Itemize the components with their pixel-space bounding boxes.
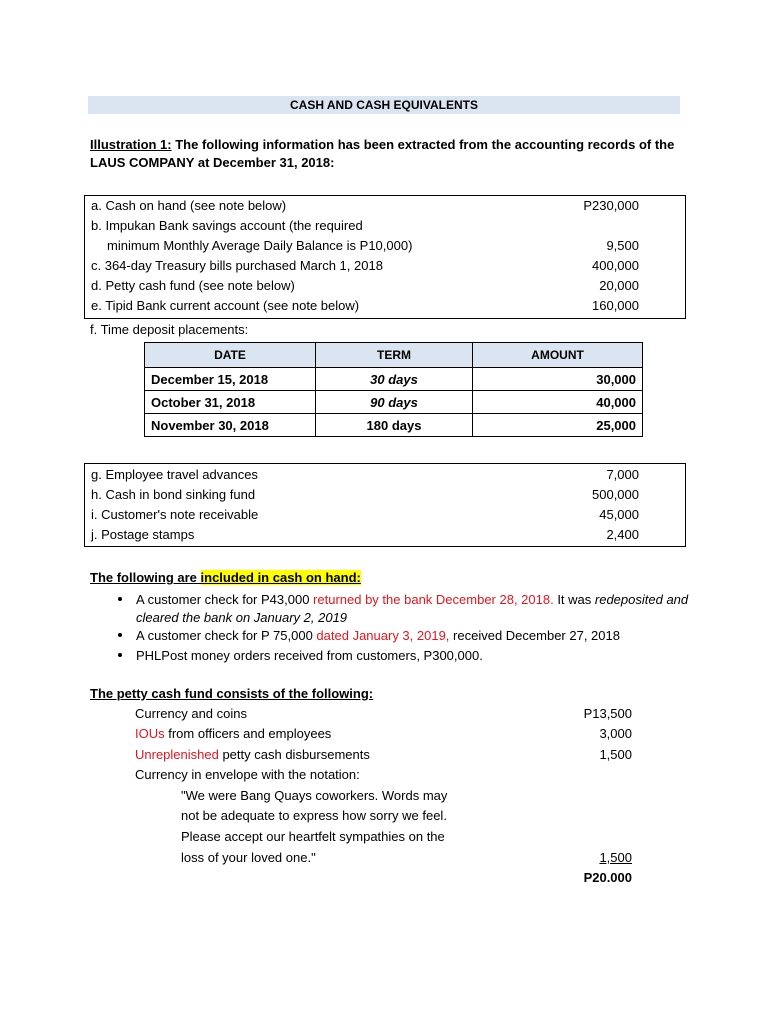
petty-envelope-amount: 1,500: [599, 850, 632, 865]
illustration-intro: [90, 136, 690, 172]
item-c: c. 364-day Treasury bills purchased March 1, 2018 400,000: [91, 258, 639, 273]
bullet-money-orders: PHLPost money orders received from customers, P300,000.: [136, 648, 483, 663]
bullet-icon: [118, 597, 122, 601]
petty-ious: IOUs from officers and employees: [135, 726, 332, 741]
col-term: TERM: [316, 343, 473, 368]
table-row: October 31, 2018 90 days 40,000: [145, 391, 643, 414]
quote-line: "We were Bang Quays coworkers. Words may: [181, 788, 448, 803]
quote-line: not be adequate to express how sorry we feel.: [181, 808, 447, 823]
page-title: CASH AND CASH EQUIVALENTS: [88, 96, 680, 114]
bullet-icon: [118, 653, 122, 657]
petty-ious-amount: 3,000: [599, 726, 632, 741]
item-a: a. Cash on hand (see note below) P230,000: [91, 198, 639, 213]
petty-currency-amount: P13,500: [583, 706, 632, 721]
bullet-check-dated: A customer check for P 75,000 dated January 3, 2019, received December 27, 2018: [136, 628, 620, 643]
col-amount: AMOUNT: [473, 343, 643, 368]
petty-cash-heading: The petty cash fund consists of the following:: [90, 686, 374, 701]
table-row: December 15, 2018 30 days 30,000: [145, 368, 643, 391]
petty-currency: Currency and coins: [135, 706, 247, 721]
item-b-cont: minimum Monthly Average Daily Balance is P10,000) 9,500: [107, 238, 639, 253]
item-e: e. Tipid Bank current account (see note below) 160,000: [91, 298, 639, 313]
petty-unreplenished-amount: 1,500: [599, 747, 632, 762]
table-header: [145, 343, 643, 368]
item-g: g. Employee travel advances 7,000: [91, 467, 639, 482]
col-date: DATE: [145, 343, 316, 368]
quote-line: Please accept our heartfelt sympathies on the: [181, 829, 445, 844]
time-deposit-table: [144, 342, 643, 437]
illustration-text: The following information has been extracted from the accounting records of the LAUS COMPANY at December 31, 2018:: [90, 137, 675, 170]
bullet-icon: [118, 633, 122, 637]
petty-unreplenished: Unreplenished petty cash disbursements: [135, 747, 370, 762]
item-h: h. Cash in bond sinking fund 500,000: [91, 487, 639, 502]
table-row: November 30, 2018 180 days 25,000: [145, 414, 643, 437]
items-box-top: [84, 195, 686, 319]
petty-envelope: Currency in envelope with the notation:: [135, 767, 360, 782]
petty-total: P20.000: [583, 870, 632, 885]
cash-on-hand-heading: The following are included in cash on hand:: [90, 570, 361, 585]
illustration-label: Illustration 1:: [90, 137, 172, 152]
quote-line: loss of your loved one.": [181, 850, 316, 865]
item-b: b. Impukan Bank savings account (the required: [91, 218, 363, 233]
bullet-check-returned: A customer check for P43,000 returned by the bank December 28, 2018. It was redeposited and cleared the bank on January 2, 2019: [136, 592, 689, 625]
item-j: j. Postage stamps 2,400: [91, 527, 639, 542]
time-deposit-label: f. Time deposit placements:: [90, 322, 249, 337]
item-d: d. Petty cash fund (see note below) 20,000: [91, 278, 639, 293]
item-i: i. Customer's note receivable 45,000: [91, 507, 639, 522]
items-box-bottom: [84, 463, 686, 547]
